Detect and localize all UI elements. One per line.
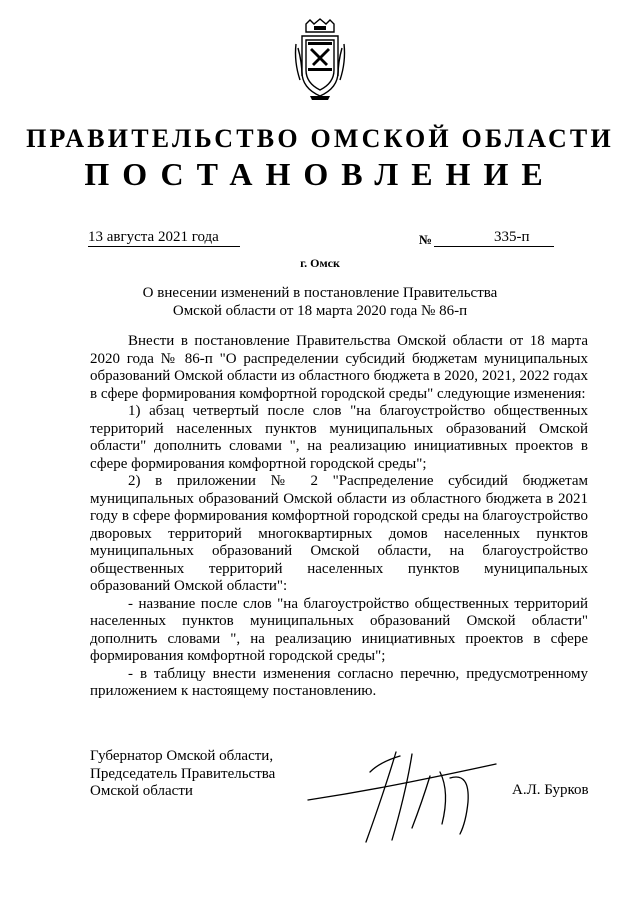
number-sign: №: [419, 232, 433, 247]
signatory-title-line: Губернатор Омской области,: [90, 748, 274, 764]
signatory-name: А.Л. Бурков: [512, 782, 589, 798]
body-paragraph: - название после слов "на благоустройство общественных территорий населенных пунктов муниципальных образований Омской области" дополнить словами ", на реализацию инициативных проектов в сфере формирования комфортной городской среды";: [90, 595, 588, 664]
title-line: Омской области от 18 марта 2020 года № 86-п: [172, 303, 468, 319]
body-paragraph: 1) абзац четвертый после слов "на благоустройство общественных территорий населенных пунктов муниципальных образований Омской области" дополнить словами ", на реализацию инициативных проектов в сфере формирования комфортной городской среды";: [90, 403, 588, 472]
organization-name: ПРАВИТЕЛЬСТВО ОМСКОЙ ОБЛАСТИ: [26, 124, 614, 153]
body-paragraph: 2) в приложении № 2 "Распределение субсидий бюджетам муниципальных образований Омской области из областного бюджета в 2021 году в сфере формирования комфортной городской среды на благоустройство дворовых территорий многоквартирных домов населенных пунктов муниципальных образований Омской области, на благоустройство общественных территорий населенных пунктов муниципальных образований Омской области":: [90, 473, 588, 594]
document-type: ПОСТАНОВЛЕНИЕ: [84, 156, 556, 192]
document-body: [90, 333, 588, 701]
document-number: 335-п: [494, 229, 530, 245]
signatory-title-line: Омской области: [90, 783, 193, 799]
handwritten-signature: [300, 742, 500, 852]
signatory-title: [90, 748, 320, 801]
title-line: О внесении изменений в постановление Правительства: [142, 285, 498, 301]
date-underline: [88, 246, 240, 247]
document-date: 13 августа 2021 года: [88, 229, 219, 245]
document-city: г. Омск: [300, 256, 340, 270]
number-underline: [434, 246, 554, 247]
body-paragraph: Внести в постановление Правительства Омской области от 18 марта 2020 года № 86-п "О распределении субсидий бюджетам муниципальных образований Омской области из областного бюджета в 2020, 2021, 2022 годах в сфере формирования комфортной городской среды" следующие изменения:: [90, 333, 588, 402]
signatory-title-line: Председатель Правительства: [90, 765, 276, 782]
document-title: [90, 284, 550, 320]
coat-of-arms-icon: [292, 18, 348, 102]
body-paragraph: - в таблицу внести изменения согласно перечню, предусмотренному приложением к настоящему постановлению.: [90, 665, 588, 699]
